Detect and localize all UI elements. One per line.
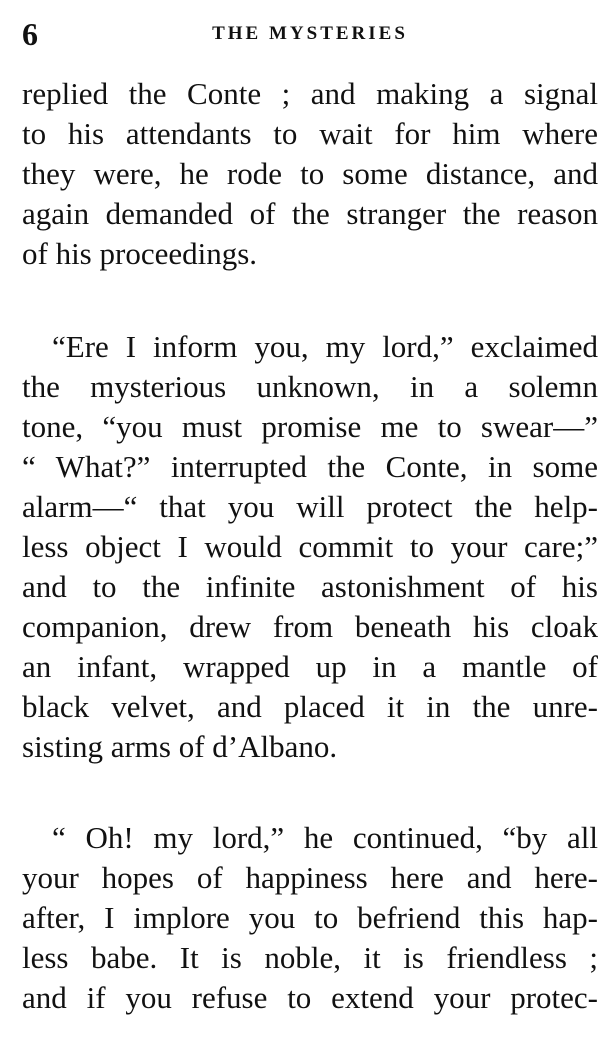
paragraph [22,74,598,274]
text-line: “ What?” interrupted the Conte, in some [22,449,598,484]
text-line: and to the infinite astonishment of his [22,569,598,604]
text-line: an infant, wrapped up in a mantle of [22,649,598,684]
text-line: after, I implore you to befriend this hap- [22,900,598,935]
paragraph [22,818,598,1018]
page-header [22,14,598,54]
text-line: tone, “you must promise me to swear—” [22,409,598,444]
text-line: replied the Conte ; and making a signal [22,76,598,111]
text-line: black velvet, and placed it in the unre- [22,689,598,724]
page-number: 6 [22,16,38,52]
text-line: they were, he rode to some distance, and [22,156,598,191]
text-line: to his attendants to wait for him where [22,116,598,151]
text-line: “ Oh! my lord,” he continued, “by all [52,820,598,855]
text-line: again demanded of the stranger the reason [22,196,598,231]
paragraph [22,327,598,767]
text-line: less babe. It is noble, it is friendless ; [22,940,598,975]
text-line: the mysterious unknown, in a solemn [22,369,598,404]
text-line: sisting arms of d’Albano. [22,729,338,764]
text-line: your hopes of happiness here and here- [22,860,598,895]
text-line: companion, drew from beneath his cloak [22,609,598,644]
text-line: less object I would commit to your care;” [22,529,598,564]
text-line: “Ere I inform you, my lord,” exclaimed [52,329,598,364]
running-head: THE MYSTERIES [212,23,408,44]
text-line: and if you refuse to extend your protec- [22,980,598,1015]
text-line: of his proceedings. [22,236,258,271]
text-line: alarm—“ that you will protect the help- [22,489,598,524]
